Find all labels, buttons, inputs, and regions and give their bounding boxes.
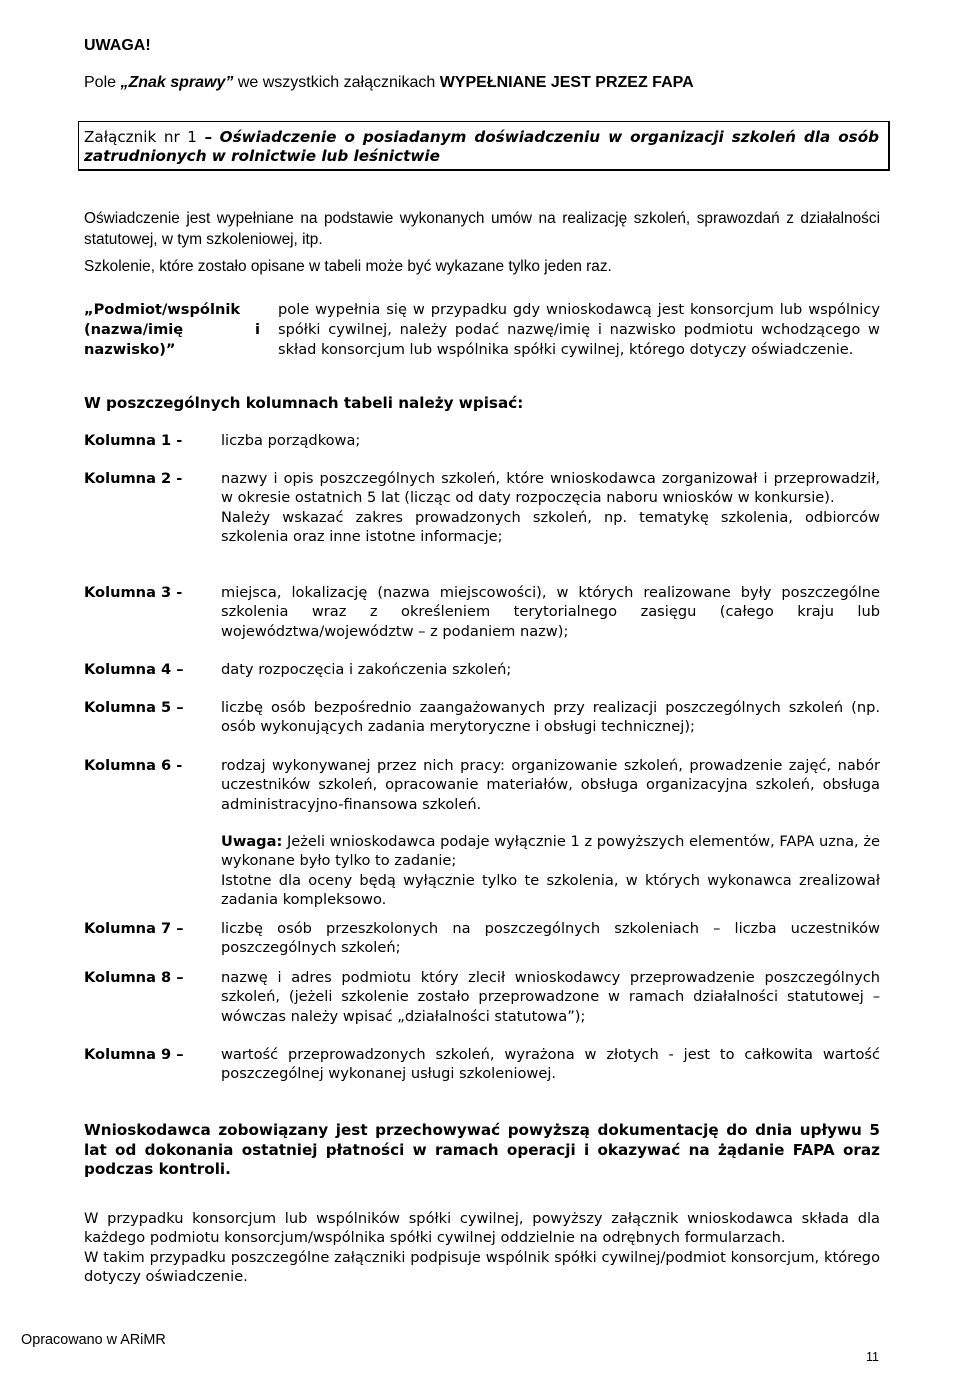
consortium-paragraph-2: W takim przypadku poszczególne załączniki podpisuje wspólnik spółki cywilnej/podmiot konsorcjum, którego dotyczy oświadczenie.: [84, 1249, 880, 1286]
annex-prefix: Załącznik nr 1: [84, 128, 197, 146]
column-8-line: nazwę i adres podmiotu który zlecił wnioskodawcy przeprowadzenie poszczególnych szkoleń, (jeżeli szkolenie zostało przeprowadzone w ramach działalności statutowej – wówczas należy wpisać „działalności statutowa”);: [221, 969, 880, 1025]
page-number: 11: [866, 1350, 879, 1364]
column-3-line: miejsca, lokalizację (nazwa miejscowości), w których realizowane były poszczególne szkolenia wraz z określeniem terytorialnego zasięgu (całego kraju lub województwa/województw – z podaniem nazw);: [221, 584, 880, 640]
uwaga-note: [221, 832, 880, 909]
annex-title-text: Oświadczenie o posiadanym doświadczeniu w organizacji szkoleń dla osób zatrudnionych w rolnictwie lub leśnictwie: [84, 128, 880, 165]
warning-heading: UWAGA!: [84, 37, 151, 54]
intro-paragraph: Oświadczenie jest wypełniane na podstawie wykonanych umów na realizację szkoleń, sprawozdań z działalności statutowej, w tym szkoleniowej, itp.: [84, 210, 880, 248]
column-4-label: Kolumna 4 –: [84, 661, 184, 678]
column-9-label: Kolumna 9 –: [84, 1046, 184, 1063]
column-4-text: [221, 660, 880, 679]
column-3-label: Kolumna 3 -: [84, 584, 183, 601]
column-1-text: [221, 431, 880, 450]
podmiot-label-line3: nazwisko)”: [84, 341, 176, 358]
fapa-note: [84, 73, 694, 93]
column-6-line: rodzaj wykonywanej przez nich pracy: organizowanie szkoleń, prowadzenie zajęć, nabór uczestników szkoleń, opracowanie materiałów, obsługa organizacyjna szkoleń, obsługa administracyjno-finansowa szkoleń.: [221, 757, 880, 813]
column-1-line: liczba porządkowa;: [221, 432, 361, 449]
column-3-text: [221, 583, 880, 641]
podmiot-description: pole wypełnia się w przypadku gdy wnioskodawcą jest konsorcjum lub wspólnicy spółki cywilnej, należy podać nazwę/imię i nazwisko podmiotu wchodzącego w skład konsorcjum lub wspólnika spółki cywilnej, którego dotyczy oświadczenie.: [278, 301, 880, 358]
note-suffix: WYPEŁNIANE JEST PRZEZ FAPA: [439, 74, 694, 91]
column-1-label: Kolumna 1 -: [84, 432, 183, 449]
column-6-label: Kolumna 6 -: [84, 757, 183, 774]
column-6-text: [221, 756, 880, 814]
column-2-text: [221, 469, 880, 546]
note-field-name: „Znak sprawy”: [120, 74, 234, 91]
column-5-label: Kolumna 5 –: [84, 699, 184, 716]
column-5-text: [221, 698, 880, 737]
podmiot-label-line1: „Podmiot/wspólnik: [84, 301, 241, 318]
column-2-line: Należy wskazać zakres prowadzonych szkoleń, np. tematykę szkolenia, odbiorców szkolenia oraz inne istotne informacje;: [221, 508, 880, 545]
uwaga-line2: Istotne dla oceny będą wyłącznie tylko te szkolenia, w których wykonawca zrealizował zadania kompleksowo.: [221, 871, 880, 908]
column-8-label: Kolumna 8 –: [84, 969, 184, 986]
consortium-paragraph-1: W przypadku konsorcjum lub wspólników spółki cywilnej, powyższy załącznik wnioskodawca składa dla każdego podmiotu konsorcjum/wspólnika spółki cywilnej oddzielnie na odrębnych formularzach.: [84, 1210, 880, 1247]
podmiot-label-line2b: i: [254, 321, 260, 338]
intro-single-use-note: Szkolenie, które zostało opisane w tabeli może być wykazane tylko jeden raz.: [84, 258, 612, 275]
column-4-line: daty rozpoczęcia i zakończenia szkoleń;: [221, 661, 512, 678]
column-7-label: Kolumna 7 –: [84, 920, 184, 937]
retention-obligation: Wnioskodawca zobowiązany jest przechowywać powyższą dokumentację do dnia upływu 5 lat od dokonania ostatniej płatności w ramach operacji i okazywać na żądanie FAPA oraz podczas kontroli.: [84, 1121, 880, 1178]
annex-title: [84, 128, 879, 166]
note-prefix: Pole: [84, 74, 121, 91]
podmiot-label-line2a: (nazwa/imię: [84, 321, 184, 338]
column-9-text: [221, 1045, 880, 1084]
footer-prepared-by: Opracowano w ARiMR: [21, 1332, 166, 1348]
column-9-line: wartość przeprowadzonych szkoleń, wyrażona w złotych - jest to całkowita wartość poszczególnej wykonanej usługi szkoleniowej.: [221, 1046, 880, 1083]
note-middle: we wszystkich załącznikach: [233, 74, 440, 91]
annex-dash: –: [204, 128, 213, 146]
columns-heading: W poszczególnych kolumnach tabeli należy wpisać:: [84, 394, 524, 412]
column-8-text: [221, 968, 880, 1026]
column-2-label: Kolumna 2 -: [84, 470, 183, 487]
uwaga-label: Uwaga:: [221, 833, 283, 850]
column-7-text: [221, 919, 880, 958]
column-7-line: liczbę osób przeszkolonych na poszczególnych szkoleniach – liczba uczestników poszczególnych szkoleń;: [221, 920, 880, 957]
column-5-line: liczbę osób bezpośrednio zaangażowanych przy realizacji poszczególnych szkoleń (np. osób wykonujących zadania merytoryczne i obsługi technicznej);: [221, 699, 880, 736]
podmiot-label: [84, 300, 260, 360]
column-2-line: nazwy i opis poszczególnych szkoleń, które wnioskodawca zorganizował i przeprowadził, w okresie ostatnich 5 lat (licząc od daty rozpoczęcia naboru wniosków w konkursie).: [221, 470, 880, 507]
uwaga-line1: Jeżeli wnioskodawca podaje wyłącznie 1 z powyższych elementów, FAPA uzna, że wykonane było tylko to zadanie;: [221, 833, 880, 870]
